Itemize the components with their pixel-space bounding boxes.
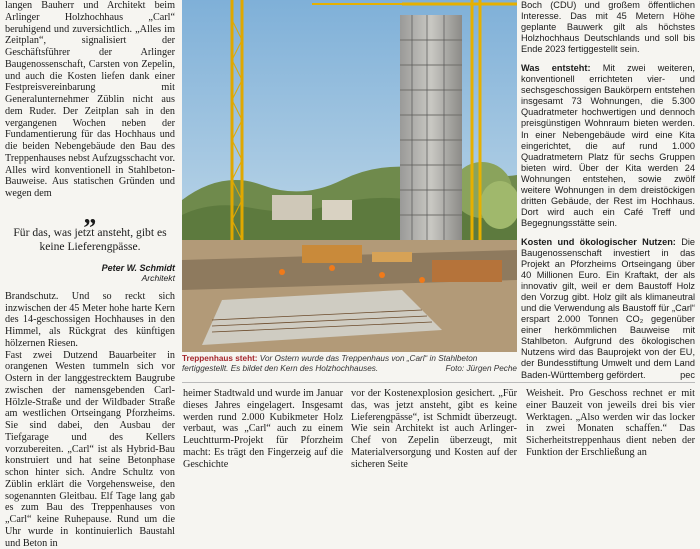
author-signature: pec	[680, 369, 695, 380]
pull-quote	[5, 199, 175, 283]
right-intro-paragraph: Boch (CDU) und großem öffentlichen Interesse. Das mit 45 Metern Höhe geplante Bauwerk gilt als höchstes Holzhochhaus Deutschlands und soll bis Ende 2023 fertiggestellt sein.	[521, 0, 695, 55]
left-article-column	[5, 0, 175, 549]
photo-caption	[182, 354, 517, 375]
quote-author: Peter W. Schmidt	[101, 262, 175, 273]
section1-text: Mit zwei weiteren, konventionell errichteten vier- und sechsgeschossigen Baukörpern entstehen insgesamt 73 Wohnungen, die 5.300 Quadratmeter hochwertigen und dennoch preisgünstigen Wohnraum bieten werden. In einer Nebengebäude wird eine Kita eingerichtet, die auf rund 1.000 Quadratmetern Platz für sechs Gruppen bieten wird. Über der Kita werden 24 Wohnungen entstehen, sowie zwölf weitere Wohnungen in dem dreistöckigen dritten Gebäude, der Rest im Hochhaus. Dort wird auch ein Café Treff und Begegnungsstätte sein.	[521, 63, 695, 228]
section2-title: Kosten und ökologischer Nutzen:	[521, 236, 676, 247]
caption-lead: Treppenhaus steht:	[182, 354, 258, 363]
photo-credit: Foto: Jürgen Peche	[445, 364, 517, 374]
bottom-column-3: Weisheit. Pro Geschoss rechnet er mit einer Bauzeit von jeweils drei bis vier Werktagen. „Also werden wir das locker in zwei Monaten schaffen.“ Das Sicherheitstreppenhaus dient neben der Funktion der Erschließung an	[526, 388, 695, 458]
right-info-column	[521, 0, 695, 381]
quote-mark-icon: „	[83, 199, 97, 229]
left-paragraph-2: Brandschutz. Und so reckt sich inzwischen der 45 Meter hohe harte Kern des 14-geschossigen Hochhauses in den Himmel, als Rückgrat des künftigen hölzernen Riesen.	[5, 290, 175, 349]
left-intro-paragraph: langen Bauherr und Architekt beim Arlinger Holzhochhaus „Carl“ beruhigend und zuversichtlich. „Alles im Zeitplan“, signalisiert der Geschäftsführer der Arlinger Baugenossenschaft, Carsten von Zepelin, und auch die Kosten liefen dank einer Festpreisvereinbarung mit Generalunternehmer Züblin nicht aus dem Ruder. Der Zeitplan sah in den vergangenen Wochen neben der Fundamentierung für das Hochhaus und die beiden Nebengebäude den Bau des Treppenhauses nebst Aufzugsschacht vor. Alles wird konventionell in Stahlbeton-Bauweise. Aus statischen Gründen und wegen dem	[5, 0, 175, 199]
section-was-entsteht	[521, 63, 695, 229]
bottom-column-2: vor der Kostenexplosion gesichert. „Für das, was jetzt ansteht, gibt es keine Lieferengpässe“, ist Schmidt überzeugt. Wie sein Architekt ist auch Arlinger-Chef von Zepelin überzeugt, mit Materialversorgung und Kosten auf der sicheren Seite	[351, 388, 517, 470]
section-divider	[182, 382, 695, 383]
section2-text: Die Baugenossenschaft investiert in das Projekt an Pforzheims Ortseingang über 40 Millionen Euro. Ein Kraftakt, der als innovativ gilt, weil er dem Baustoff Holz den Vorzug gibt. Holz gilt als klimaneutral und die Verwendung als Baustoff für „Carl“ erspart 2.000 Tonnen CO₂ gegenüber einer herkömmlichen Bauweise mit Stahlbeton. Aufgrund des ökologischen Nutzens wird das Bauprojekt von der EU, der Bundesstiftung Umwelt und dem Land Baden-Württemberg gefördert.	[521, 236, 696, 380]
quote-role: Architekt	[141, 272, 175, 283]
section1-title: Was entsteht:	[521, 63, 591, 74]
caption-text: Vor Ostern wurde das Treppenhaus von „Carl“ in Stahlbeton fertiggestellt. Es bildet den Kern des Holzhochhauses.	[182, 354, 478, 374]
construction-photo	[182, 0, 517, 352]
section-kosten	[521, 237, 695, 381]
left-paragraph-3: Fast zwei Dutzend Bauarbeiter in orangenen Westen tummeln sich vor Ostern in der langgestrecktem Baugrube zwischen der namensgebenden Carl-Hölzle-Straße und der Wildbader Straße am westlichen Ortseingang Pforzheims. Sie sind dabei, den Ausbau der Tiefgarage und des Kellers vorzubereiten. „Carl“ ist als Hybrid-Bau konstruiert und hat seine Betonphase schon hinter sich. Andre Schultz von Züblin erklärt die Vorgehensweise, den sogenannten Gleitbau. Elf Tage lang gab es zum Bau des Treppenhauses von „Carl“ keine Ruhepause. Rund um die Uhr wurde in kontinuierlich Baustahl und Beton in	[5, 349, 175, 549]
construction-site-image	[182, 0, 517, 352]
quote-text: Für das, was jetzt ansteht, gibt es keine Lieferengpässe.	[13, 225, 167, 254]
bottom-column-1: heimer Stadtwald und wurde im Januar dieses Jahres eingelagert. Insgesamt werden rund 2.000 Kubikmeter Holz verbaut, was „Carl“ auch zu einem Leuchtturm-Projekt für Pforzheim macht: Es trägt den Fingerzeig auf die Geschichte	[183, 388, 343, 470]
